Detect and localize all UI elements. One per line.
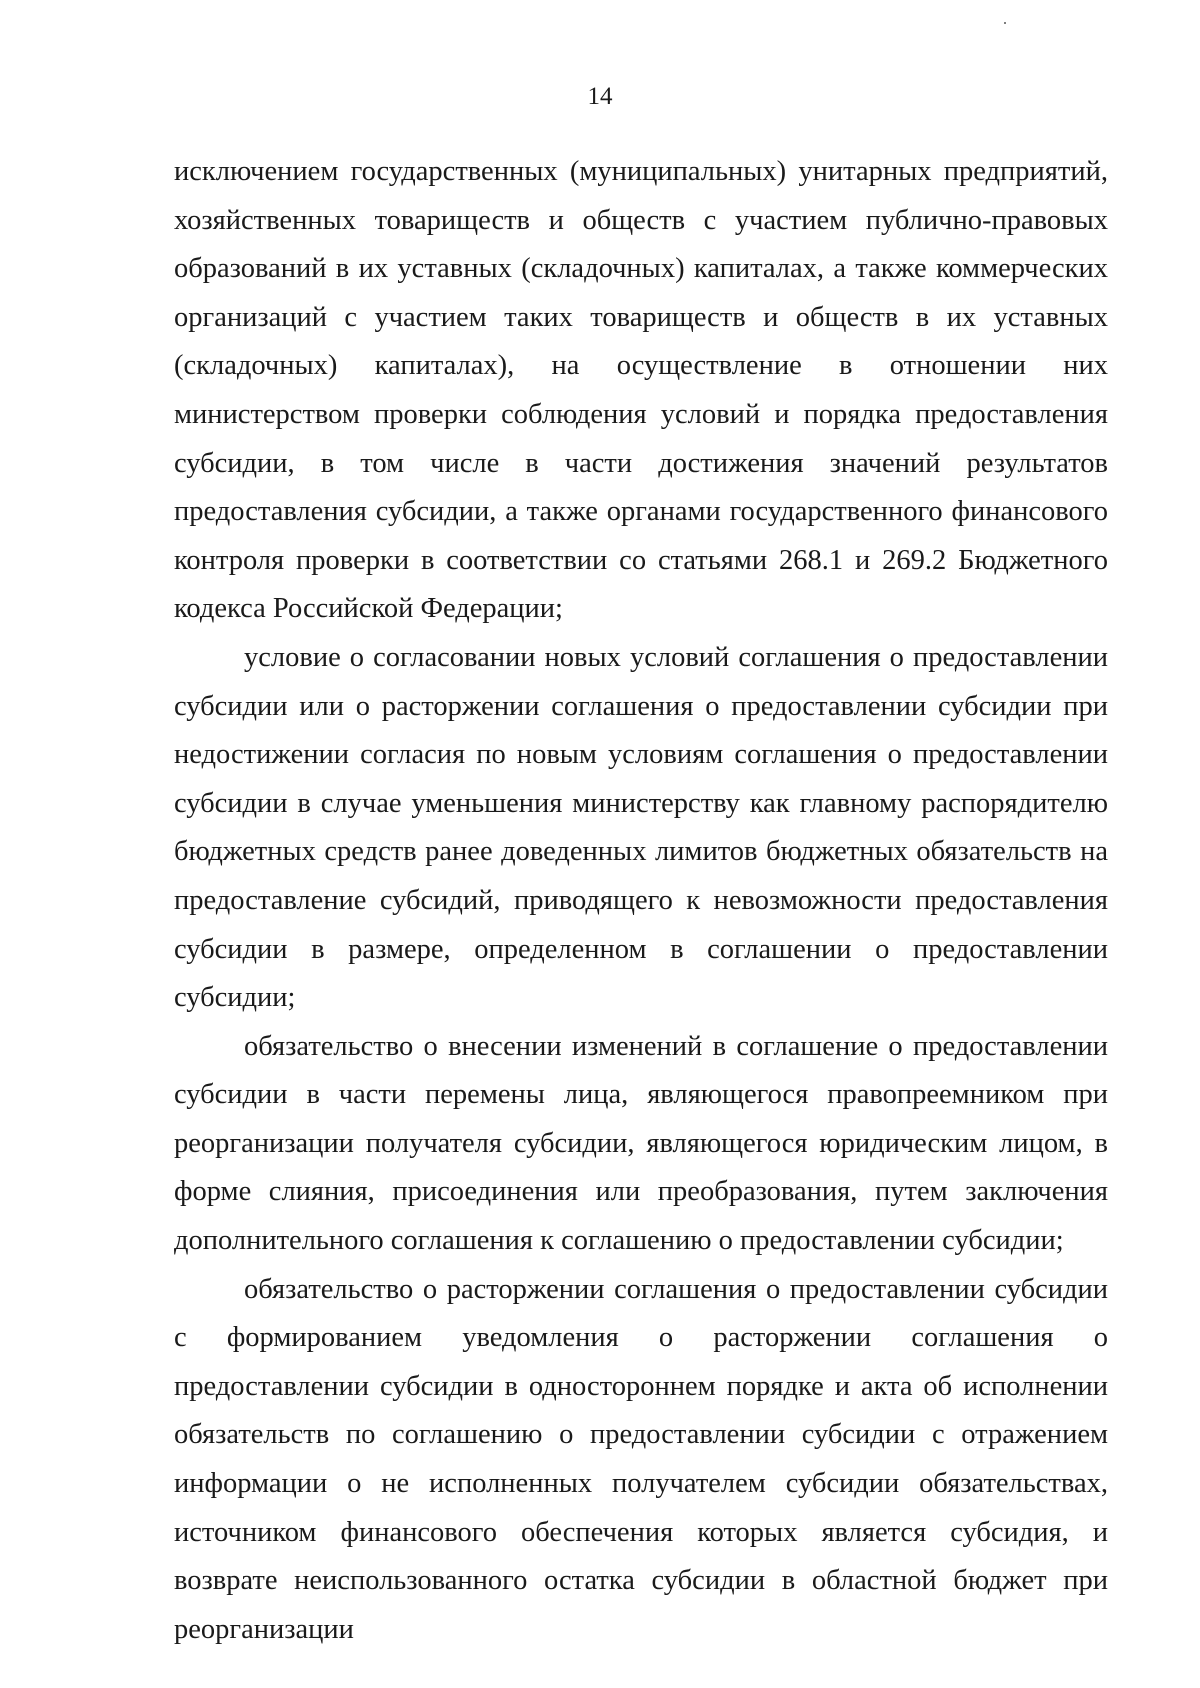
paragraph: обязательство о расторжении соглашения о предоставлении субсидии с формированием уведомления о расторжении соглашения о предоставлении субсидии в одностороннем порядке и акта об исполнении обязательств по соглашению о предоставлении субсидии с отражением информации о не исполненных получателем субсидии обязательствах, источником финансового обеспечения которых является субсидия, и возврате неиспользованного остатка субсидии в областной бюджет при реорганизации [174, 1273, 1108, 1645]
page-number: 14 [587, 83, 613, 110]
paragraph: условие о согласовании новых условий соглашения о предоставлении субсидии или о расторжении соглашения о предоставлении субсидии при недостижении согласия по новым условиям соглашения о предоставлении субсидии в случае уменьшения министерству как главному распорядителю бюджетных средств ранее доведенных лимитов бюджетных обязательств на предоставление субсидий, приводящего к невозможности предоставления субсидии в размере, определенном в соглашении о предоставлении субсидии; [174, 641, 1108, 1014]
paragraph: исключением государственных (муниципальных) унитарных предприятий, хозяйственных товариществ и обществ с участием публично-правовых образований в их уставных (складочных) капиталах, а также коммерческих организаций с участием таких товариществ и обществ в их уставных (складочных) капиталах), на осуществление в отношении них министерством проверки соблюдения условий и порядка предоставления субсидии, в том числе в части достижения значений результатов предоставления субсидии, а также органами государственного финансового контроля проверки в соответствии со статьями 268.1 и 269.2 Бюджетного кодекса Российской Федерации; [174, 156, 1108, 625]
document-body [174, 148, 1108, 1654]
scan-speck [1004, 22, 1006, 24]
paragraph: обязательство о внесении изменений в соглашение о предоставлении субсидии в части перемены лица, являющегося правопреемником при реорганизации получателя субсидии, являющегося юридическим лицом, в форме слияния, присоединения или преобразования, путем заключения дополнительного соглашения к соглашению о предоставлении субсидии; [174, 1030, 1108, 1257]
